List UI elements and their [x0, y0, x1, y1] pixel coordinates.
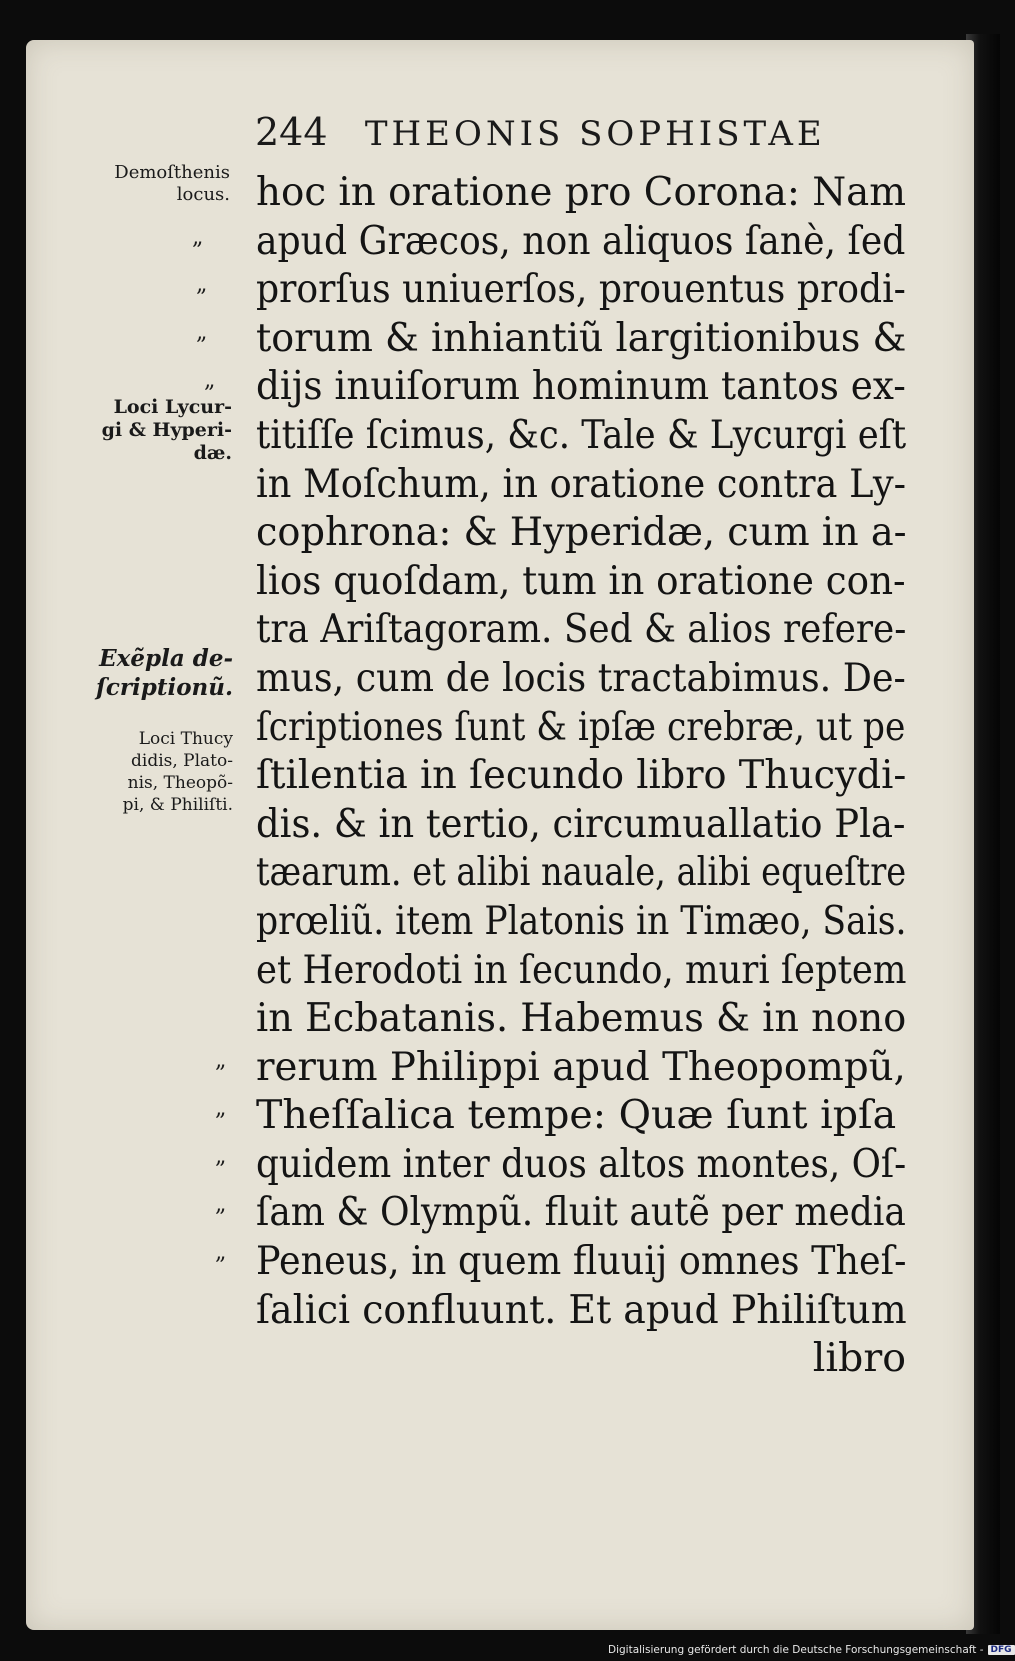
text-line: apud Græcos, non aliquos ſanè, ſed [256, 217, 906, 264]
quote-mark: „ [215, 1096, 227, 1121]
text-line: tra Ariſtagoram. Sed & alios refere- [256, 606, 907, 653]
text-line: torum & inhiantiũ largitionibus & [256, 314, 907, 361]
text-line: tæarum. et alibi nauale, alibi equeſtre [256, 849, 907, 896]
margin-note-lycurgi: Loci Lycur- gi & Hyperi- dæ. [101, 396, 232, 464]
catchword: libro [812, 1335, 906, 1382]
text-line: ſam & Olympũ. fluit autẽ per media [256, 1189, 906, 1236]
margin-note-demosthenis: Demoſthenis locus. [114, 162, 230, 205]
text-line: et Herodoti in ſecundo, muri ſeptem [256, 946, 907, 993]
quote-mark: „ [196, 320, 208, 345]
text-line: ſcriptiones ſunt & ipſæ crebræ, ut pe [256, 703, 906, 750]
margin-note-exempla: Exẽpla de- ſcriptionũ. [96, 645, 233, 701]
text-line: ſalici confluunt. Et apud Philiſtum [256, 1286, 907, 1333]
text-line: lios quoſdam, tum in oratione con- [256, 557, 906, 604]
quote-mark: „ [204, 368, 216, 393]
dfg-footer [608, 1642, 1015, 1658]
quote-mark: „ [215, 1048, 227, 1073]
text-line: Theſſalica tempe: Quæ ſunt ipſa [256, 1092, 897, 1139]
text-line: dijs inuiſorum hominum tantos ex- [256, 363, 906, 410]
text-line: ſtilentia in ſecundo libro Thucydi- [256, 752, 907, 799]
quote-mark: „ [215, 1240, 227, 1265]
text-line: dis. & in tertio, circumuallatio Pla- [256, 800, 906, 847]
text-line: Peneus, in quem fluuij omnes Theſ- [256, 1238, 907, 1285]
text-line: cophrona: & Hyperidæ, cum in a- [256, 509, 907, 556]
text-line: rerum Philippi apud Theopompũ, [256, 1043, 906, 1090]
page-header [255, 110, 895, 160]
footer-text: Digitalisierung gefördert durch die Deutsche Forschungsgemeinschaft - [608, 1644, 984, 1656]
text-line: prorſus uniuerſos, prouentus prodi- [256, 266, 906, 313]
quote-mark: „ [196, 272, 208, 297]
text-line: quidem inter duos altos montes, Oſ- [256, 1140, 907, 1187]
page-number: 244 [255, 110, 328, 154]
quote-mark: „ [215, 1144, 227, 1169]
text-line: hoc in oratione pro Corona: Nam [256, 169, 907, 215]
text-line: in Ecbatanis. Habemus & in nono [256, 995, 907, 1042]
margin-note-thucydidis: Loci Thucy didis, Plato- nis, Theopõ- pi, & Philiſti. [122, 729, 233, 815]
dfg-logo: DFG [988, 1645, 1015, 1655]
text-line: prœliũ. item Platonis in Timæo, Sais. [256, 897, 907, 944]
text-line: in Moſchum, in oratione contra Ly- [256, 460, 907, 507]
text-line: titiſſe ſcimus, &c. Tale & Lycurgi eſt [256, 411, 907, 458]
text-line: mus, cum de locis tractabimus. De- [256, 654, 906, 701]
quote-mark: „ [215, 1192, 227, 1217]
running-title: THEONIS SOPHISTAE [364, 114, 826, 154]
quote-mark: „ [192, 225, 204, 250]
body-text [256, 168, 906, 1383]
